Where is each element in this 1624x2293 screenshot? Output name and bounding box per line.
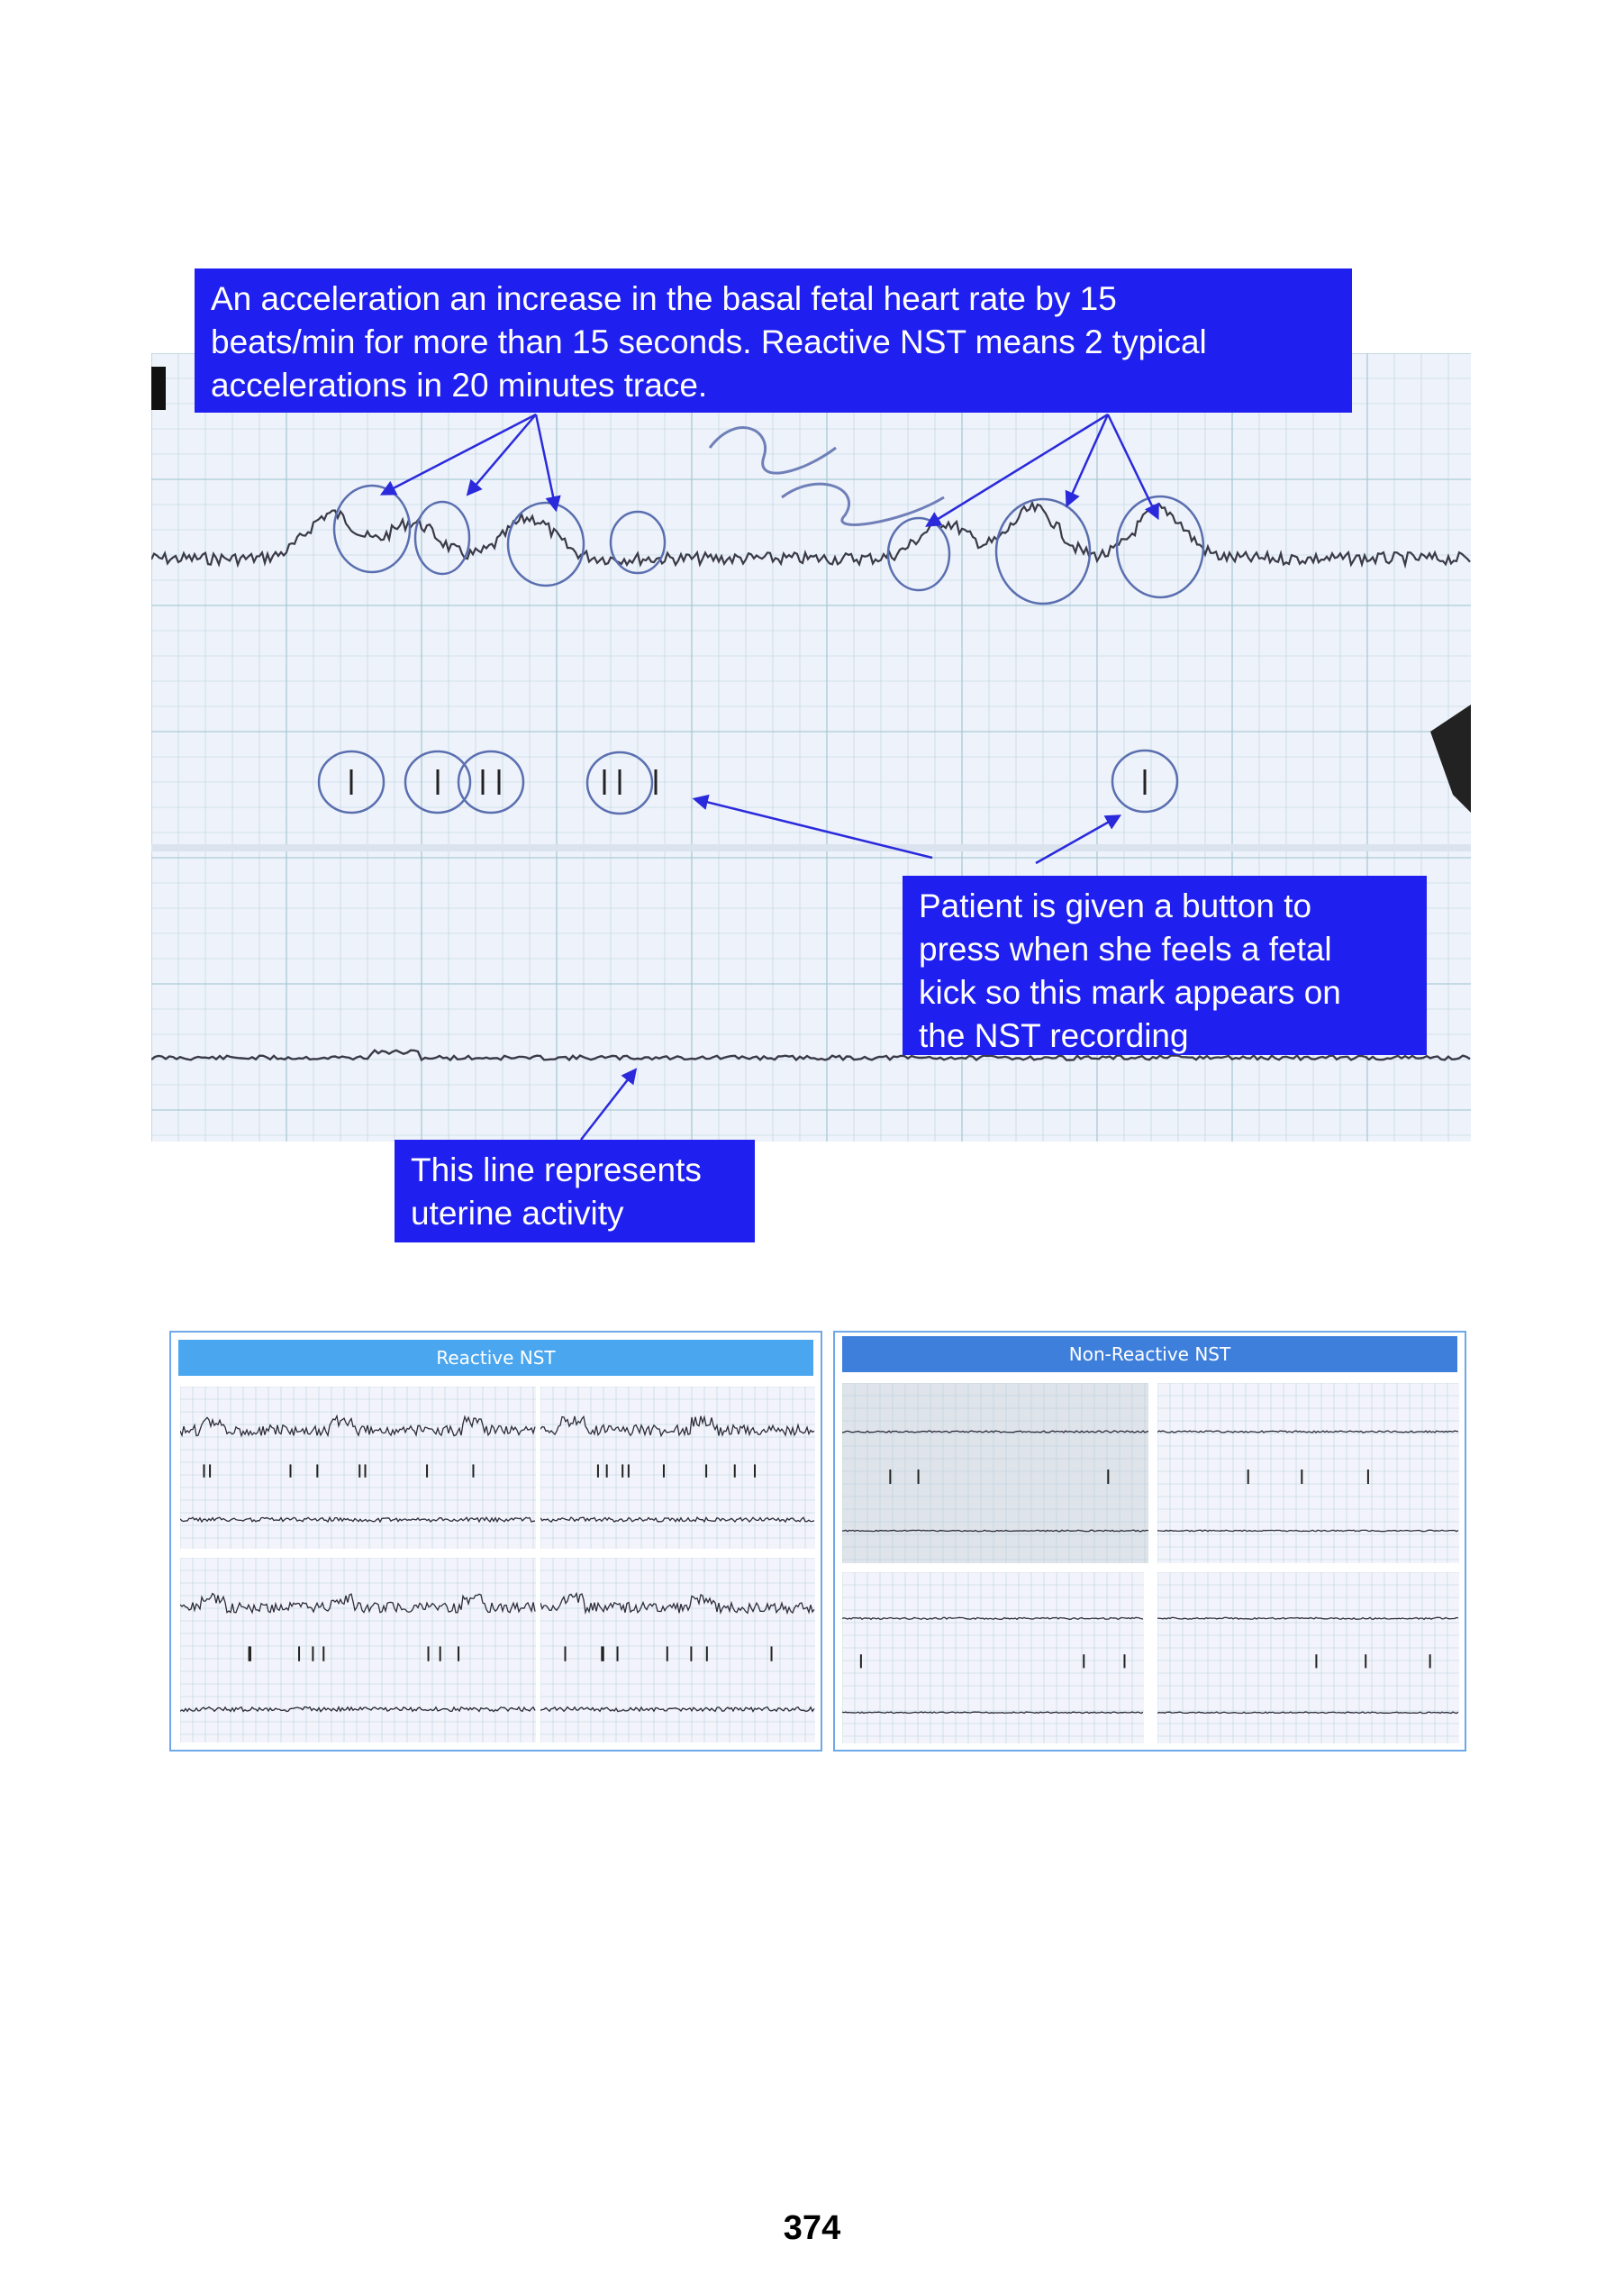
arrow (928, 414, 1108, 525)
arrow (695, 799, 932, 858)
arrow (1108, 414, 1157, 517)
callout-line: press when she feels a fetal (919, 931, 1332, 968)
arrow (383, 414, 536, 494)
callout-line: uterine activity (411, 1195, 624, 1232)
non-reactive-nst-title: Non-Reactive NST (842, 1336, 1457, 1372)
reactive-trace-thumbnail (540, 1387, 815, 1549)
callout-line: the NST recording (919, 1017, 1189, 1054)
callout-line: accelerations in 20 minutes trace. (211, 367, 708, 404)
non-reactive-trace-thumbnail (842, 1383, 1148, 1563)
reactive-trace-thumbnail (180, 1387, 536, 1549)
arrow (468, 414, 536, 494)
callout-line: Patient is given a button to (919, 887, 1312, 924)
callout-line: kick so this mark appears on (919, 974, 1341, 1011)
arrow (581, 1070, 635, 1140)
non-reactive-trace-thumbnail (1157, 1383, 1459, 1563)
reactive-nst-title: Reactive NST (178, 1340, 813, 1376)
acceleration-callout (195, 268, 1352, 413)
arrow (1036, 816, 1119, 863)
callout-line: This line represents (411, 1151, 702, 1188)
non-reactive-trace-thumbnail (842, 1572, 1144, 1743)
non-reactive-trace-thumbnail (1157, 1572, 1459, 1743)
reactive-nst-panel (169, 1331, 822, 1752)
non-reactive-nst-panel (833, 1331, 1466, 1752)
callout-line: An acceleration an increase in the basal fetal heart rate by 15 (211, 280, 1117, 317)
arrow (536, 414, 556, 509)
page-number: 374 (783, 2209, 841, 2247)
reactive-trace-thumbnail (180, 1558, 536, 1742)
button-press-callout (903, 876, 1427, 1055)
uterine-activity-callout (395, 1140, 755, 1242)
reactive-trace-thumbnail (540, 1558, 815, 1742)
callout-line: beats/min for more than 15 seconds. Reactive NST means 2 typical (211, 323, 1207, 360)
